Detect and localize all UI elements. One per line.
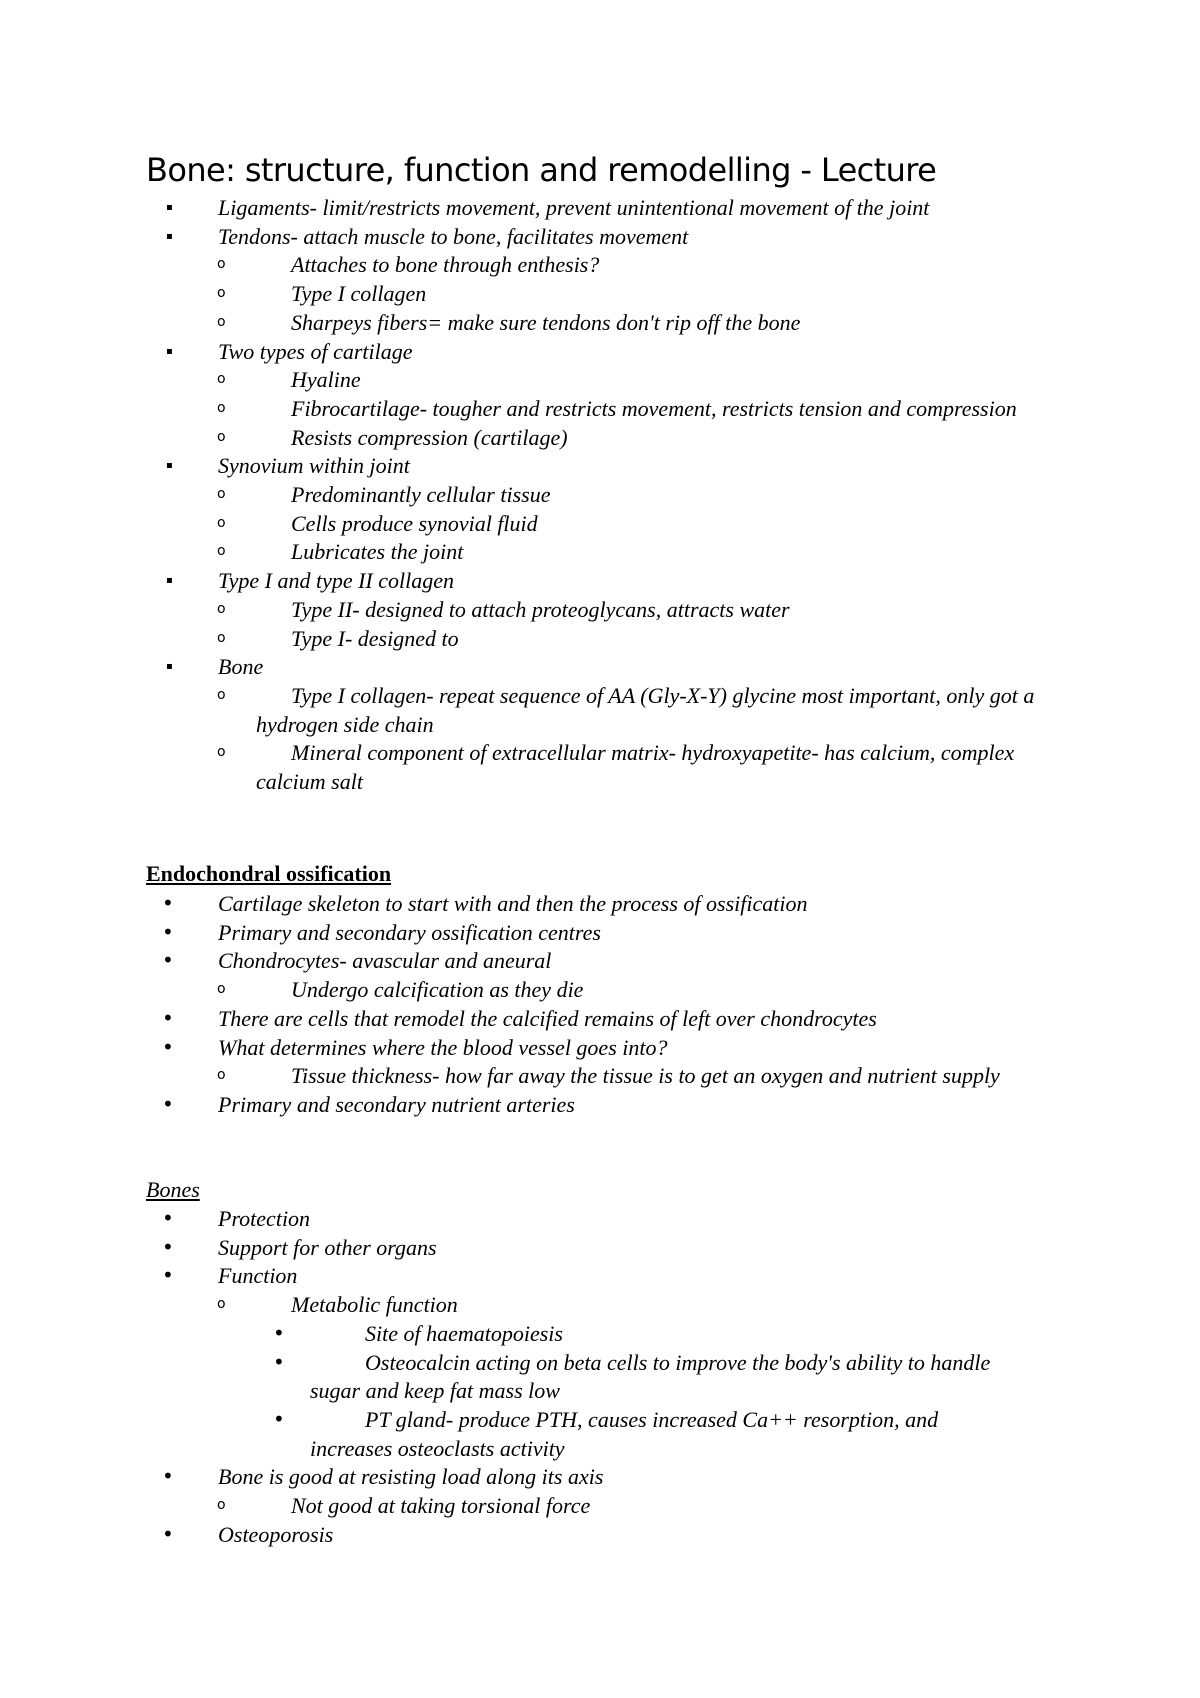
lecture-notes-list [0,194,1200,797]
list-item: ▪ Bone [0,653,1200,682]
dot-bullet-icon: • [162,1005,174,1030]
dot-bullet-icon: • [162,1464,174,1489]
dot-bullet-icon: • [273,1349,285,1374]
square-bullet-icon: ▪ [166,661,173,673]
list-item: o Undergo calcification as they die [217,977,584,1003]
circle-bullet-icon: o [217,1296,226,1313]
dot-bullet-icon: • [162,948,174,973]
list-item: o Fibrocartilage- tougher and restricts movement, restricts tension and compression [217,395,1017,421]
list-item: • PT gland- produce PTH, causes increased Ca++ resorption, and increases osteoclasts activity [273,1406,939,1461]
list-item: • Bone is good at resisting load along its axis [162,1464,604,1490]
list-item: • Protection [162,1206,311,1231]
circle-bullet-icon: o [217,981,226,998]
dot-bullet-icon: • [273,1406,285,1431]
circle-bullet-icon: o [217,514,226,531]
list-item: o Hyaline [217,367,361,393]
list-item: • Chondrocytes- avascular and aneural [162,948,552,974]
dot-bullet-icon: • [162,1034,174,1059]
list-item: ▪ Two types of cartilage [0,338,1200,367]
list-item: • Support for other organs [162,1234,437,1260]
list-item: • Function [162,1263,298,1289]
dot-bullet-icon: • [162,891,174,915]
dot-bullet-icon: • [273,1320,285,1345]
list-item: • Primary and secondary ossification centres [162,919,601,945]
list-item: o Attaches to bone through enthesis? [217,252,600,278]
list-item: • Osteocalcin acting on beta cells to improve the body's ability to handle sugar and keep fat mass low [273,1349,991,1404]
list-item: o Mineral component of extracellular matrix- hydroxyapetite- has calcium, complex calcium salt [217,740,1015,795]
square-bullet-icon: ▪ [166,575,173,587]
list-item: o Type I collagen [217,281,427,307]
circle-bullet-icon: o [217,686,226,703]
square-bullet-icon: ▪ [166,202,173,213]
list-item: • There are cells that remodel the calcified remains of left over chondrocytes [162,1005,877,1031]
circle-bullet-icon: o [217,543,226,560]
circle-bullet-icon: o [217,629,226,646]
dot-bullet-icon: • [162,1206,174,1230]
circle-bullet-icon: o [217,600,226,617]
list-item: ▪ Ligaments- limit/restricts movement, prevent unintentional movement of the joint [0,194,1200,223]
circle-bullet-icon: o [217,428,226,445]
list-item: o Sharpeys fibers= make sure tendons don't rip off the bone [217,309,801,335]
dot-bullet-icon: • [162,919,174,944]
circle-bullet-icon: o [217,256,226,273]
dot-bullet-icon: • [162,1091,174,1116]
list-item: ▪ Synovium within joint [0,452,1200,481]
endochondral-ossification-list [0,890,1200,1120]
circle-bullet-icon: o [217,285,226,302]
list-item: o Metabolic function [217,1292,458,1318]
list-item: o Type I collagen- repeat sequence of AA (Gly-X-Y) glycine most important, only got a hydrogen side chain [217,682,1035,737]
dot-bullet-icon: • [162,1263,174,1288]
list-item: • Cartilage skeleton to start with and then the process of ossification [162,891,808,916]
dot-bullet-icon: • [162,1521,174,1546]
list-item: o Predominantly cellular tissue [217,482,551,508]
square-bullet-icon: ▪ [166,345,173,357]
list-item: o Resists compression (cartilage) [217,424,568,450]
circle-bullet-icon: o [217,744,226,761]
dot-bullet-icon: • [162,1234,174,1259]
list-item: o Type II- designed to attach proteoglycans, attracts water [217,596,790,622]
list-item: • Primary and secondary nutrient arteries [162,1091,575,1117]
square-bullet-icon: ▪ [166,230,173,242]
circle-bullet-icon: o [217,371,226,388]
list-item: • What determines where the blood vessel goes into? [162,1034,668,1060]
bones-list [0,1205,1200,1549]
page-title: Bone: structure, function and remodelling - Lecture [146,151,937,189]
circle-bullet-icon: o [217,399,226,416]
list-item: o Tissue thickness- how far away the tissue is to get an oxygen and nutrient supply [217,1063,1000,1089]
list-item: • Osteoporosis [162,1521,334,1547]
square-bullet-icon: ▪ [166,460,173,472]
circle-bullet-icon: o [217,1497,226,1514]
circle-bullet-icon: o [217,1067,226,1084]
list-item: ▪ Tendons- attach muscle to bone, facilitates movement [0,223,1200,252]
circle-bullet-icon: o [217,486,226,503]
list-item: o Not good at taking torsional force [217,1493,591,1519]
circle-bullet-icon: o [217,313,226,330]
list-item: • Site of haematopoiesis [273,1320,563,1346]
section-heading-endochondral-ossification: Endochondral ossification [146,861,392,886]
list-item: ▪ Type I and type II collagen [0,567,1200,596]
section-heading-bones: Bones [146,1177,200,1202]
list-item: o Cells produce synovial fluid [217,510,538,536]
list-item: o Type I- designed to [217,625,459,651]
list-item: o Lubricates the joint [217,539,464,565]
